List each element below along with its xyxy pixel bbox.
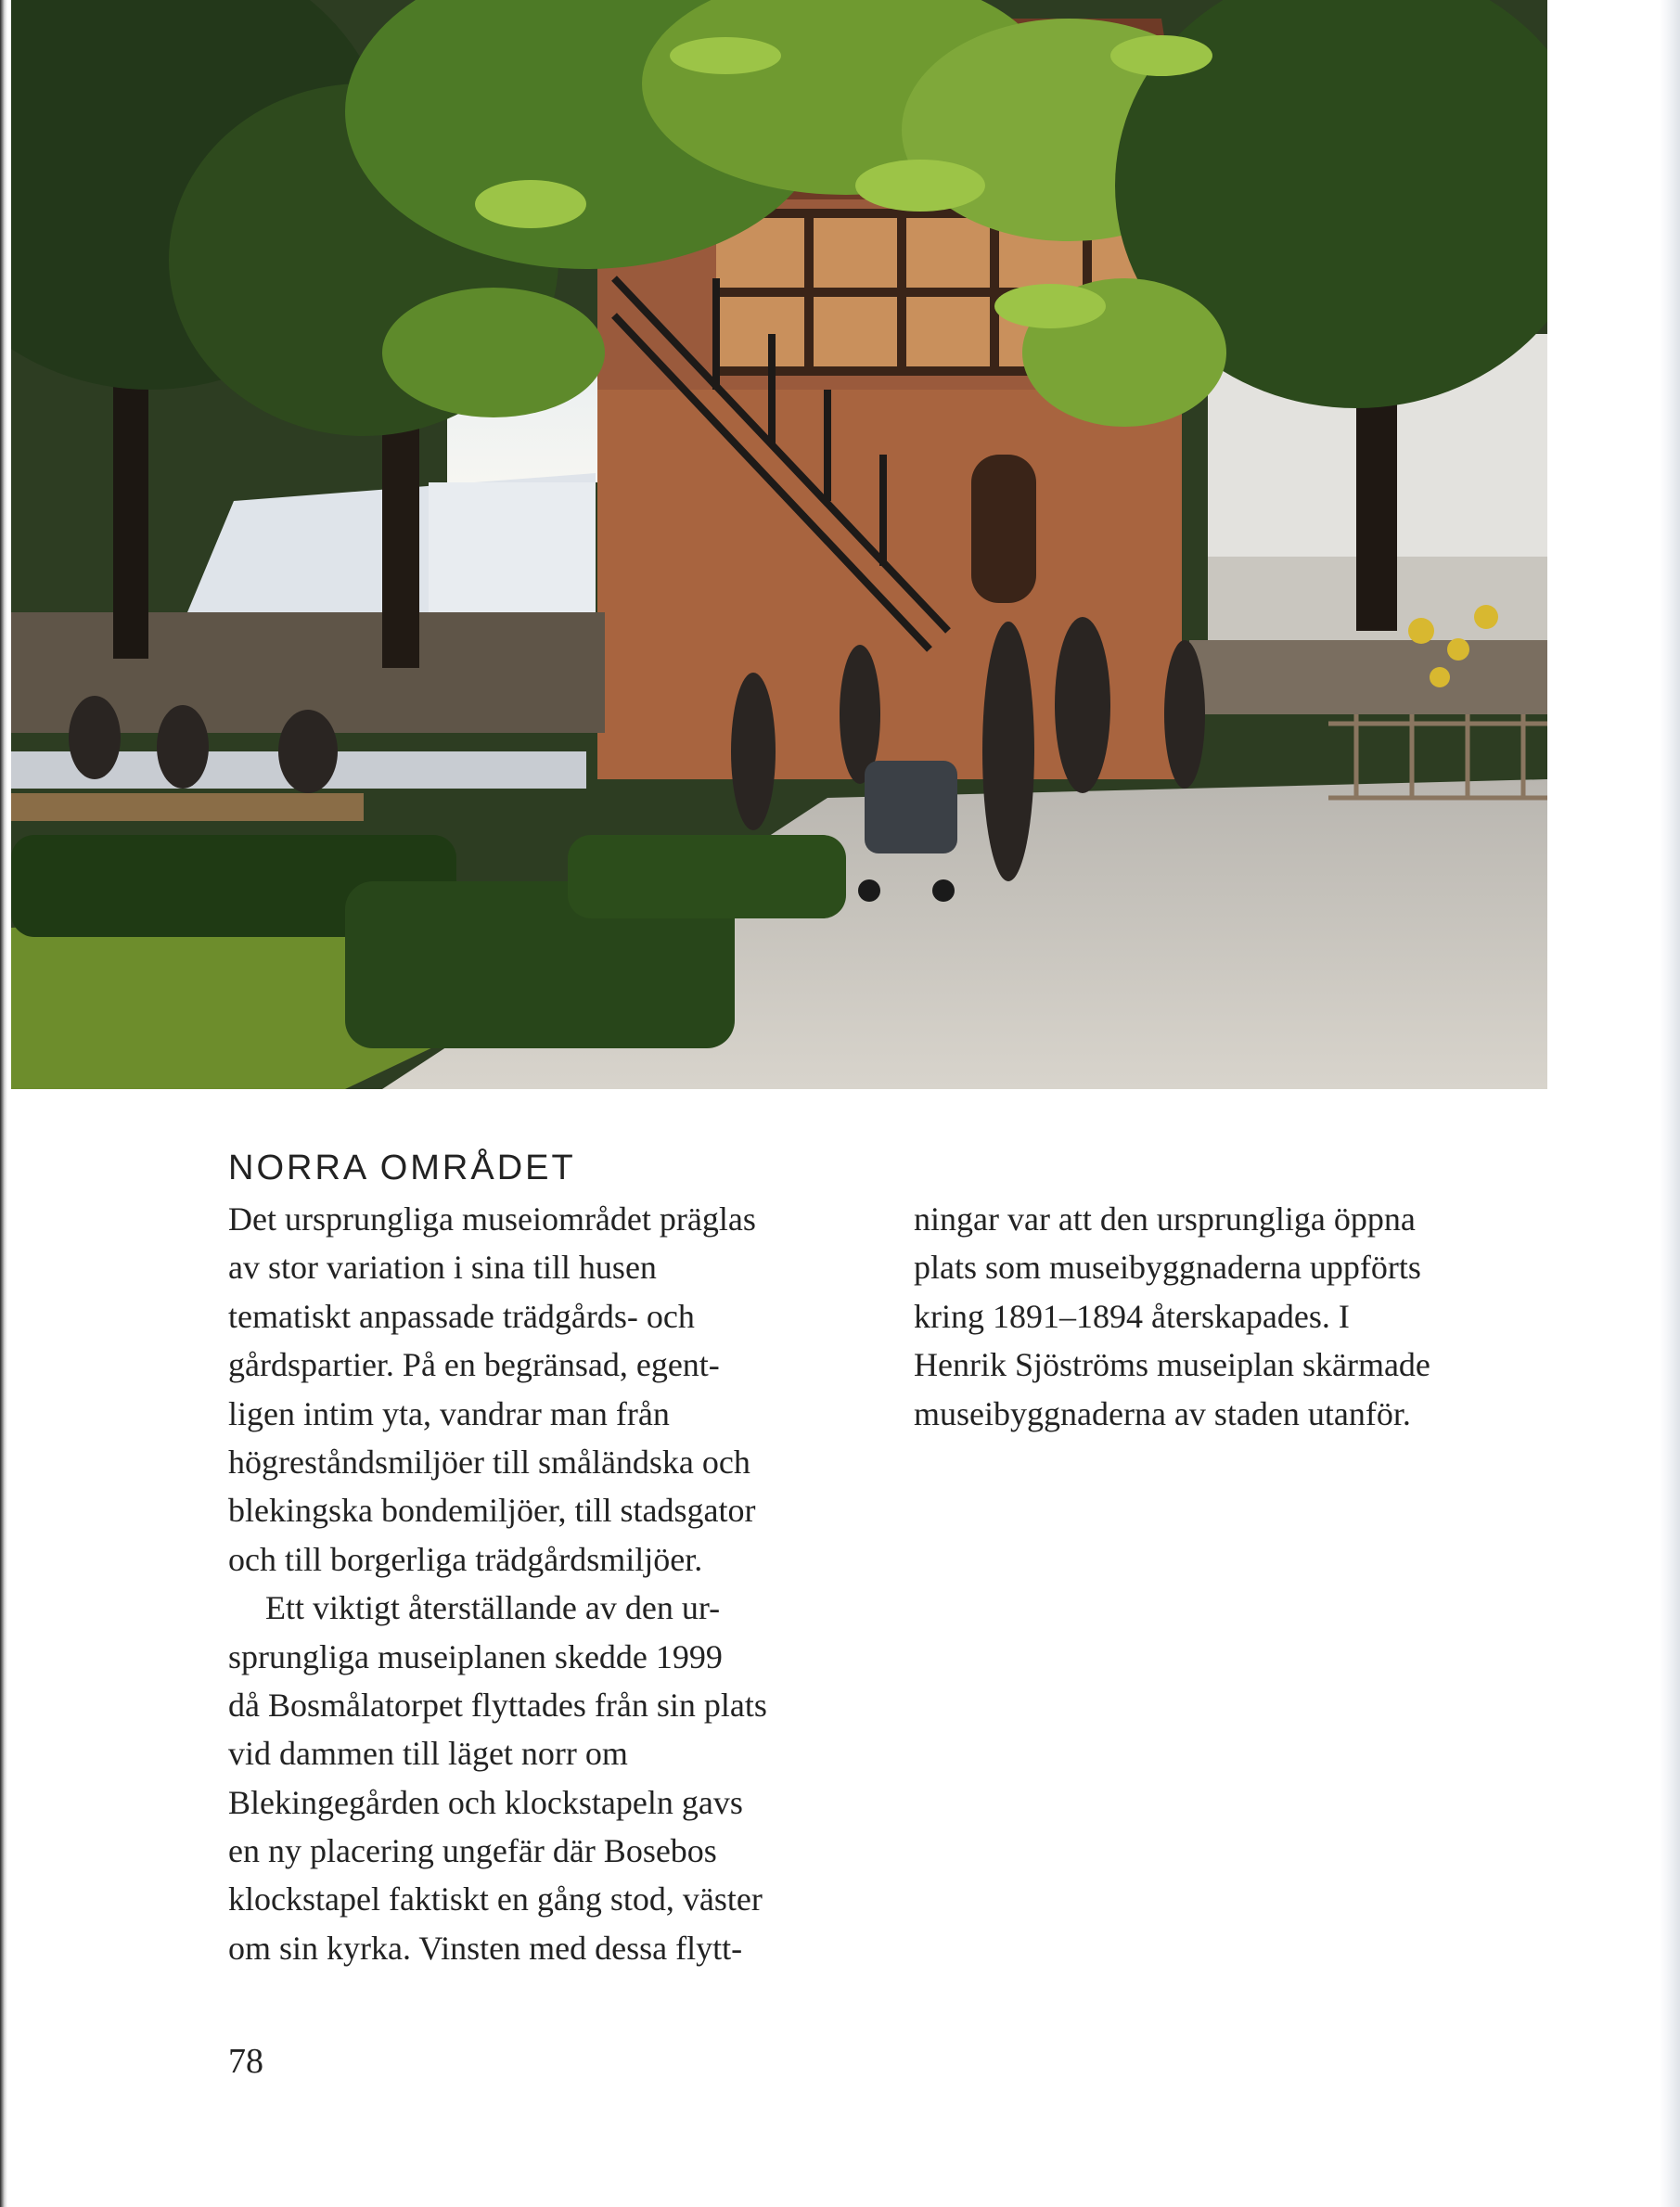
body-line: gårdspartier. På en begränsad, egent-: [228, 1346, 720, 1384]
body-line: och till borgerliga trädgårdsmiljöer.: [228, 1540, 703, 1578]
body-line: ningar var att den ursprungliga öppna: [914, 1200, 1416, 1238]
paragraph-start-line: Ett viktigt återställande av den ur-: [265, 1589, 721, 1627]
body-line: om sin kyrka. Vinsten med dessa flytt-: [228, 1929, 743, 1967]
page-edge-right: [1660, 0, 1680, 2207]
body-line: Det ursprungliga museiområdet präglas: [228, 1200, 756, 1238]
body-column-right: [914, 1195, 1563, 1438]
courtyard-photo: [11, 0, 1547, 1089]
body-line: vid dammen till läget norr om: [228, 1735, 628, 1773]
body-line: då Bosmålatorpet flyttades från sin plats: [228, 1686, 767, 1724]
body-line: blekingska bondemiljöer, till stadsgator: [228, 1492, 756, 1530]
body-line: tematiskt anpassade trädgårds- och: [228, 1297, 695, 1335]
body-line: klockstapel faktiskt en gång stod, väster: [228, 1880, 763, 1918]
courtyard-photo-illustration: [11, 0, 1547, 1089]
page-number: 78: [228, 2042, 263, 2081]
section-heading: NORRA OMRÅDET: [228, 1148, 576, 1187]
body-line: plats som museibyggnaderna uppförts: [914, 1249, 1421, 1287]
body-line: sprungliga museiplanen skedde 1999: [228, 1637, 723, 1675]
body-line: kring 1891–1894 återskapades. I: [914, 1297, 1350, 1335]
body-line: ligen intim yta, vandrar man från: [228, 1394, 670, 1432]
page-edge-left: [0, 0, 7, 2207]
body-line: museibyggnaderna av staden utanför.: [914, 1394, 1411, 1432]
body-line: en ny placering ungefär där Bosebos: [228, 1832, 717, 1870]
body-line: Blekingegården och klockstapeln gavs: [228, 1783, 743, 1821]
body-column-left: [228, 1195, 878, 1972]
body-line: högreståndsmiljöer till småländska och: [228, 1443, 750, 1481]
body-line: av stor variation i sina till husen: [228, 1249, 657, 1287]
body-line: Henrik Sjöströms museiplan skärmade: [914, 1346, 1430, 1384]
